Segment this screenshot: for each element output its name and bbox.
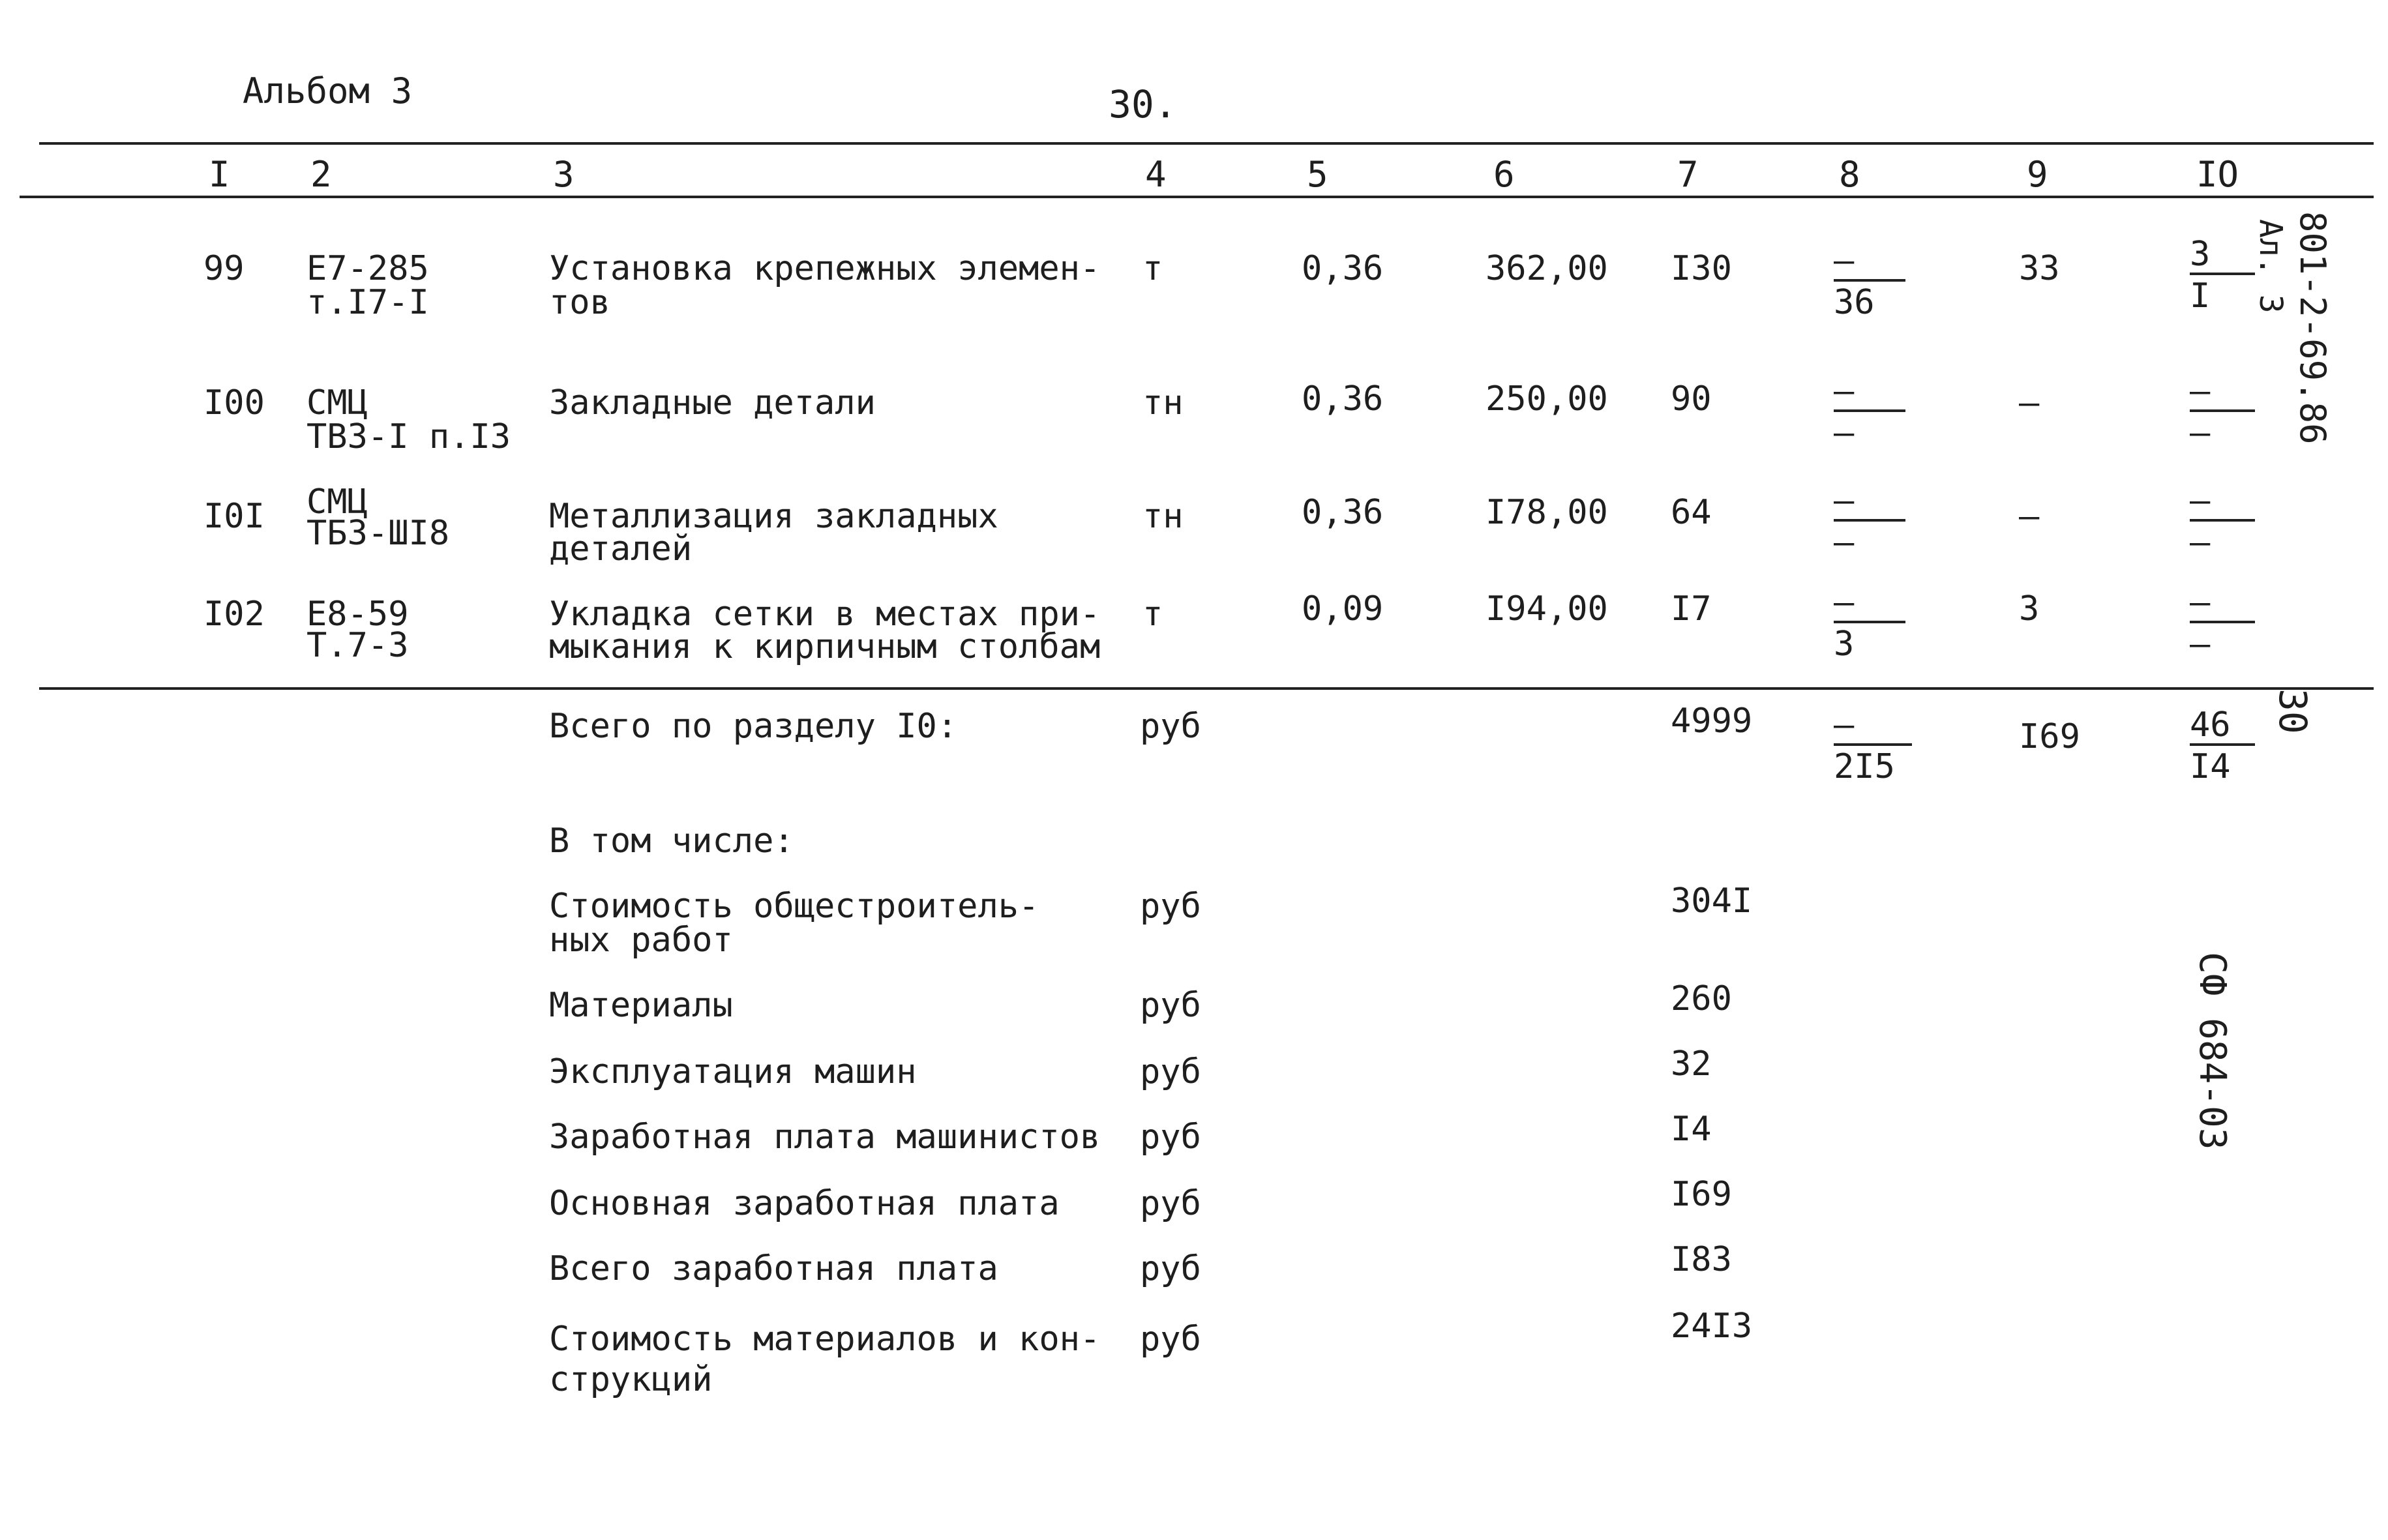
row-name: Установка крепежных элемен- <box>549 249 1101 288</box>
margin-page-side: 30 <box>2271 689 2315 734</box>
breakdown-unit: руб <box>1140 1320 1201 1359</box>
column-header: 5 <box>1307 154 1328 195</box>
row-number: 99 <box>203 249 245 288</box>
fraction-bottom: – <box>2190 523 2211 562</box>
section-total-fraction-col8 <box>1834 707 1912 785</box>
column-header: 6 <box>1493 154 1515 195</box>
fraction-bottom: – <box>1834 523 1855 562</box>
fraction-bottom: 36 <box>1834 283 1875 322</box>
row-name: деталей <box>549 529 693 569</box>
row-name: Закладные детали <box>549 383 876 422</box>
row-fraction-col10 <box>2190 236 2255 314</box>
row-number: I00 <box>203 383 265 422</box>
row-fraction-col8 <box>1834 584 1905 662</box>
page-number: 30. <box>1109 82 1177 126</box>
section-total-unit: руб <box>1140 707 1201 746</box>
breakdown-unit: руб <box>1140 1052 1201 1091</box>
breakdown-value: 24I3 <box>1671 1307 1753 1346</box>
column-header: IO <box>2196 154 2239 195</box>
row-col9: 3 <box>2019 589 2040 629</box>
breakdown-label: Всего заработная плата <box>549 1249 998 1288</box>
breakdown-label: Стоимость общестроитель- <box>549 887 1039 926</box>
row-code: Е7-285 <box>306 249 429 288</box>
breakdown-value: I69 <box>1671 1175 1732 1214</box>
row-total: I30 <box>1671 249 1732 288</box>
row-quantity: 0,36 <box>1302 249 1384 288</box>
row-code: т.I7-I <box>306 283 429 322</box>
row-total: I7 <box>1671 589 1712 629</box>
row-price: 362,00 <box>1485 249 1608 288</box>
row-quantity: 0,36 <box>1302 493 1384 532</box>
row-fraction-col8 <box>1834 482 1905 561</box>
fraction-top: – <box>1834 584 1905 623</box>
row-name: тов <box>549 283 610 322</box>
fraction-top: – <box>1834 707 1912 746</box>
section-total-fraction-col10 <box>2190 707 2255 785</box>
breakdown-value: 260 <box>1671 979 1732 1018</box>
fraction-bottom: – <box>2190 413 2211 452</box>
row-total: 90 <box>1671 379 1712 419</box>
row-unit: тн <box>1142 497 1184 536</box>
breakdown-unit: руб <box>1140 1184 1201 1223</box>
breakdown-label: Заработная плата машинистов <box>549 1118 1101 1157</box>
column-header: 3 <box>553 154 575 195</box>
row-name: мыкания к кирпичным столбам <box>549 627 1101 666</box>
row-total: 64 <box>1671 493 1712 532</box>
fraction-top: 3 <box>2190 236 2255 275</box>
breakdown-label: Эксплуатация машин <box>549 1052 917 1091</box>
column-header: 4 <box>1145 154 1167 195</box>
breakdown-label: Материалы <box>549 986 733 1025</box>
row-code: Т.7-3 <box>306 626 409 665</box>
header-rule <box>20 196 2374 198</box>
fraction-top: 46 <box>2190 707 2255 746</box>
row-fraction-col10 <box>2190 584 2255 662</box>
row-fraction-col8 <box>1834 243 1905 321</box>
fraction-top: – <box>1834 482 1905 522</box>
fraction-bottom: I4 <box>2190 747 2231 786</box>
fraction-bottom: I <box>2190 276 2211 316</box>
column-header: 2 <box>310 154 332 195</box>
breakdown-label: струкций <box>549 1360 713 1399</box>
fraction-top: – <box>2190 584 2255 623</box>
margin-stamp: СФ 684-03 <box>2191 952 2233 1150</box>
row-quantity: 0,09 <box>1302 589 1384 629</box>
breakdown-unit: руб <box>1140 887 1201 926</box>
top-rule <box>39 142 2374 145</box>
including-label: В том числе: <box>549 822 794 861</box>
row-fraction-col10 <box>2190 482 2255 561</box>
breakdown-label: Стоимость материалов и кон- <box>549 1320 1101 1359</box>
row-unit: т <box>1142 595 1163 634</box>
margin-document-code: 801-2-69.86 <box>2292 211 2333 445</box>
row-price: I94,00 <box>1485 589 1608 629</box>
section-rule <box>39 687 2374 690</box>
breakdown-label: Основная заработная плата <box>549 1184 1060 1223</box>
row-code: ТБЗ-ШI8 <box>306 514 450 553</box>
fraction-bottom: – <box>2190 625 2211 664</box>
fraction-bottom: – <box>1834 413 1855 452</box>
column-header: I <box>209 154 230 195</box>
section-total-value: 4999 <box>1671 702 1753 741</box>
fraction-top: – <box>2190 373 2255 412</box>
row-quantity: 0,36 <box>1302 379 1384 419</box>
breakdown-label: ных работ <box>549 921 733 960</box>
row-price: I78,00 <box>1485 493 1608 532</box>
column-header: 8 <box>1839 154 1860 195</box>
row-col9: 33 <box>2019 249 2060 288</box>
breakdown-unit: руб <box>1140 1249 1201 1288</box>
row-code: СМЦ <box>306 383 368 422</box>
margin-album-ref: Ал. 3 <box>2252 219 2289 314</box>
column-header: 7 <box>1677 154 1699 195</box>
album-title: Альбом 3 <box>243 70 413 111</box>
row-fraction-col10 <box>2190 373 2255 451</box>
row-unit: тн <box>1142 383 1184 422</box>
row-code: Е8-59 <box>306 595 409 634</box>
row-code: СМЦ <box>306 482 368 522</box>
breakdown-value: I4 <box>1671 1110 1712 1149</box>
breakdown-value: I83 <box>1671 1240 1732 1279</box>
fraction-bottom: 3 <box>1834 625 1855 664</box>
breakdown-value: 304I <box>1671 881 1753 921</box>
row-number: I02 <box>203 595 265 634</box>
row-number: I0I <box>203 497 265 536</box>
section-total-label: Всего по разделу I0: <box>549 707 958 746</box>
row-unit: т <box>1142 249 1163 288</box>
row-col9: – <box>2019 497 2040 536</box>
fraction-top: – <box>1834 373 1905 412</box>
row-name: Укладка сетки в местах при- <box>549 595 1101 634</box>
fraction-bottom: 2I5 <box>1834 747 1895 786</box>
fraction-top: – <box>1834 243 1905 282</box>
fraction-top: – <box>2190 482 2255 522</box>
section-total-col9: I69 <box>2019 717 2080 756</box>
row-col9: – <box>2019 383 2040 422</box>
row-code: ТВЗ-I п.I3 <box>306 417 511 456</box>
breakdown-unit: руб <box>1140 1118 1201 1157</box>
row-name: Металлизация закладных <box>549 497 998 536</box>
breakdown-unit: руб <box>1140 986 1201 1025</box>
row-price: 250,00 <box>1485 379 1608 419</box>
row-fraction-col8 <box>1834 373 1905 451</box>
column-header: 9 <box>2027 154 2048 195</box>
breakdown-value: 32 <box>1671 1044 1712 1084</box>
